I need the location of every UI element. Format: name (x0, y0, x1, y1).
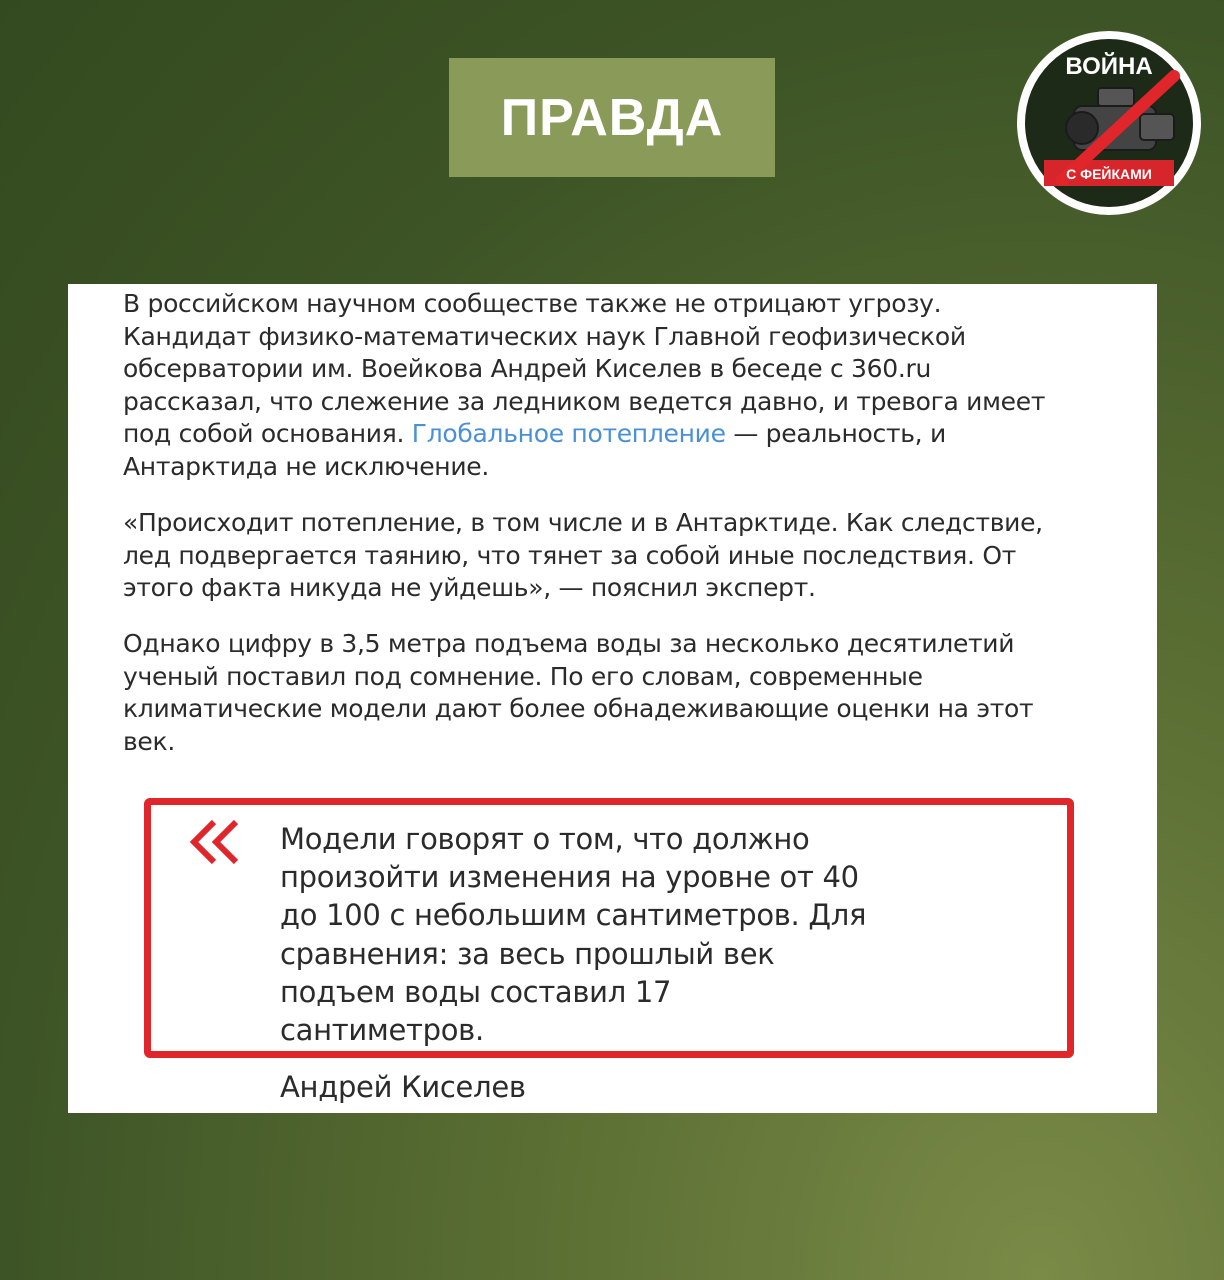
global-warming-link[interactable]: Глобальное потепление (411, 419, 726, 448)
article-paragraph-3: Однако цифру в 3,5 метра подъема воды за несколько десятилетий ученый поставил под сомнение. По его словам, современные климатические модели дают более обнадеживающие оценки на этот век. (123, 629, 1034, 756)
paragraph-1-text-end: — реальность, и Антарктида не исключение. (123, 419, 946, 481)
article-paragraph-1 (123, 288, 1053, 483)
quote-chevron-icon (186, 812, 246, 872)
quote-text: Модели говорят о том, что должно произойти изменения на уровне от 40 до 100 с небольшим сантиметров. Для сравнения: за весь прошлый век подъем воды составил 17 сантиметров. (280, 822, 867, 1048)
logo-top-text: ВОЙНА (1065, 53, 1153, 80)
article-card (68, 284, 1157, 1113)
title-plate (449, 58, 775, 177)
quote-author: Андрей Киселев (280, 1070, 526, 1104)
crossed-out-tv-camera-icon (1014, 28, 1204, 218)
war-on-fakes-logo (1014, 28, 1204, 218)
logo-bottom-text: С ФЕЙКАМИ (1066, 166, 1152, 182)
paragraph-1-text-start: В российском научном сообществе также не отрицают угрозу. Кандидат физико-математических наук Главной геофизической обсерватории им. Воейкова Андрей Киселев в беседе с 360.ru рассказал, что слежение за ледником ведется давно, и тревога имеет под собой основания. (123, 289, 1046, 448)
page-title: ПРАВДА (500, 88, 724, 147)
article-paragraph-2: «Происходит потепление, в том числе и в Антарктиде. Как следствие, лед подвергается таянию, что тянет за собой иные последствия. От этого факта никуда не уйдешь», — пояснил эксперт. (123, 508, 1043, 602)
